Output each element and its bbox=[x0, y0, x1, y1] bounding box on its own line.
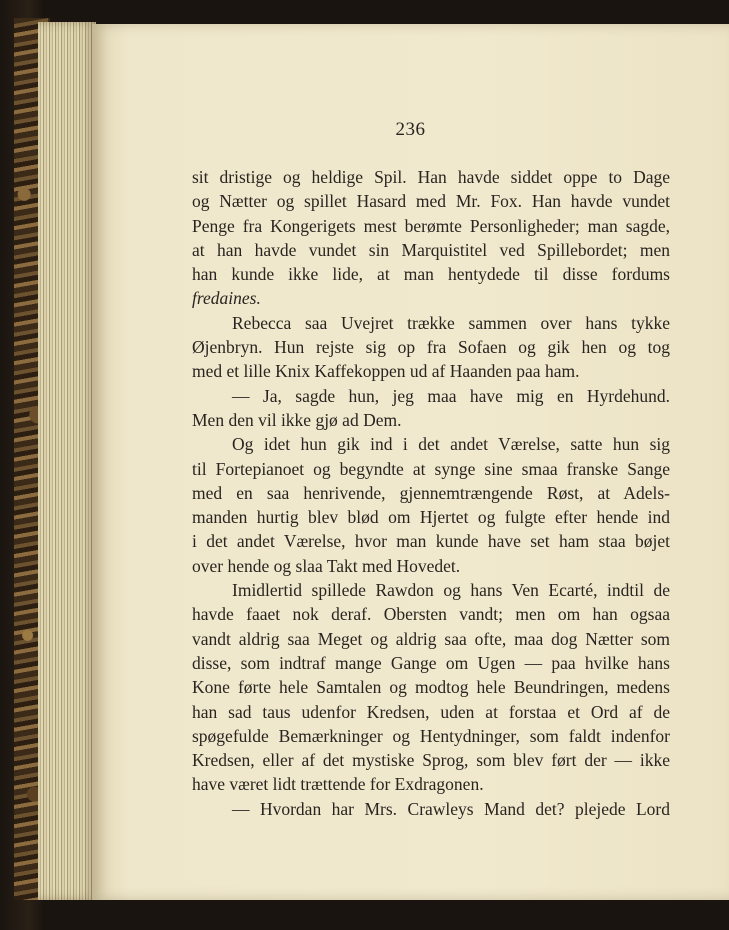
page-edges bbox=[38, 22, 96, 900]
text-line: at han havde vundet sin Marquistitel ved Spillebordet; men bbox=[192, 239, 670, 260]
text-line: og Nætter og spillet Hasard med Mr. Fox. Han havde vundet bbox=[192, 191, 670, 212]
text-line: Øjenbryn. Hun rejste sig op fra Sofaen og gik hen og tog bbox=[192, 337, 670, 358]
text-line: over hende og slaa Takt med Hovedet. bbox=[192, 555, 461, 576]
text-line: — Ja, sagde hun, jeg maa have mig en Hyrdehund. bbox=[232, 385, 670, 406]
text-line: med en saa henrivende, gjennemtrængende Røst, at Adels- bbox=[192, 482, 670, 503]
text-line: — Hvordan har Mrs. Crawleys Mand det? plejede Lord bbox=[232, 798, 670, 819]
text-line: i det andet Værelse, hvor man kunde have set ham staa bøjet bbox=[192, 531, 670, 552]
page-number: 236 bbox=[395, 119, 426, 140]
text-line: han kunde ikke lide, at man hentydede til disse fordums bbox=[192, 264, 670, 285]
text-line: spøgefulde Bemærkninger og Hentydninger, som faldt indenfor bbox=[192, 725, 670, 746]
text-line: vandt aldrig saa Meget og aldrig saa ofte, maa dog Nætter som bbox=[192, 628, 670, 649]
text-line: han sad taus udenfor Kredsen, uden at forstaa et Ord af de bbox=[192, 701, 670, 722]
text-line: Rebecca saa Uvejret trække sammen over hans tykke bbox=[232, 312, 670, 333]
text-line: havde faaet nok deraf. Obersten vandt; men om han ogsaa bbox=[192, 604, 670, 625]
text-line: manden hurtig blev blød om Hjertet og fulgte efter hende ind bbox=[192, 507, 670, 528]
text-line: Penge fra Kongerigets mest berømte Personligheder; man sagde, bbox=[192, 215, 670, 236]
text-line: Kredsen, eller af det mystiske Sprog, som blev ført der — ikke bbox=[192, 750, 670, 771]
text-line: Imidlertid spillede Rawdon og hans Ven Ecarté, indtil de bbox=[232, 580, 670, 601]
text-line: sit dristige og heldige Spil. Han havde siddet oppe to Dage bbox=[192, 167, 670, 187]
text-line: Men den vil ikke gjø ad Dem. bbox=[192, 409, 402, 430]
text-line: fredaines. bbox=[192, 288, 261, 309]
body-text bbox=[192, 165, 670, 821]
text-line: disse, som indtraf mange Gange om Ugen — paa hvilke hans bbox=[192, 652, 670, 673]
text-line: Kone førte hele Samtalen og modtog hele Beundringen, medens bbox=[192, 677, 670, 698]
text-line: til Fortepianoet og begyndte at synge sine smaa franske Sange bbox=[192, 458, 670, 479]
text-line: have været lidt trættende for Exdragonen. bbox=[192, 774, 484, 795]
text-line: med et lille Knix Kaffekoppen ud af Haanden paa ham. bbox=[192, 361, 580, 382]
text-line: Og idet hun gik ind i det andet Værelse, satte hun sig bbox=[232, 434, 670, 455]
book-page bbox=[92, 24, 729, 900]
